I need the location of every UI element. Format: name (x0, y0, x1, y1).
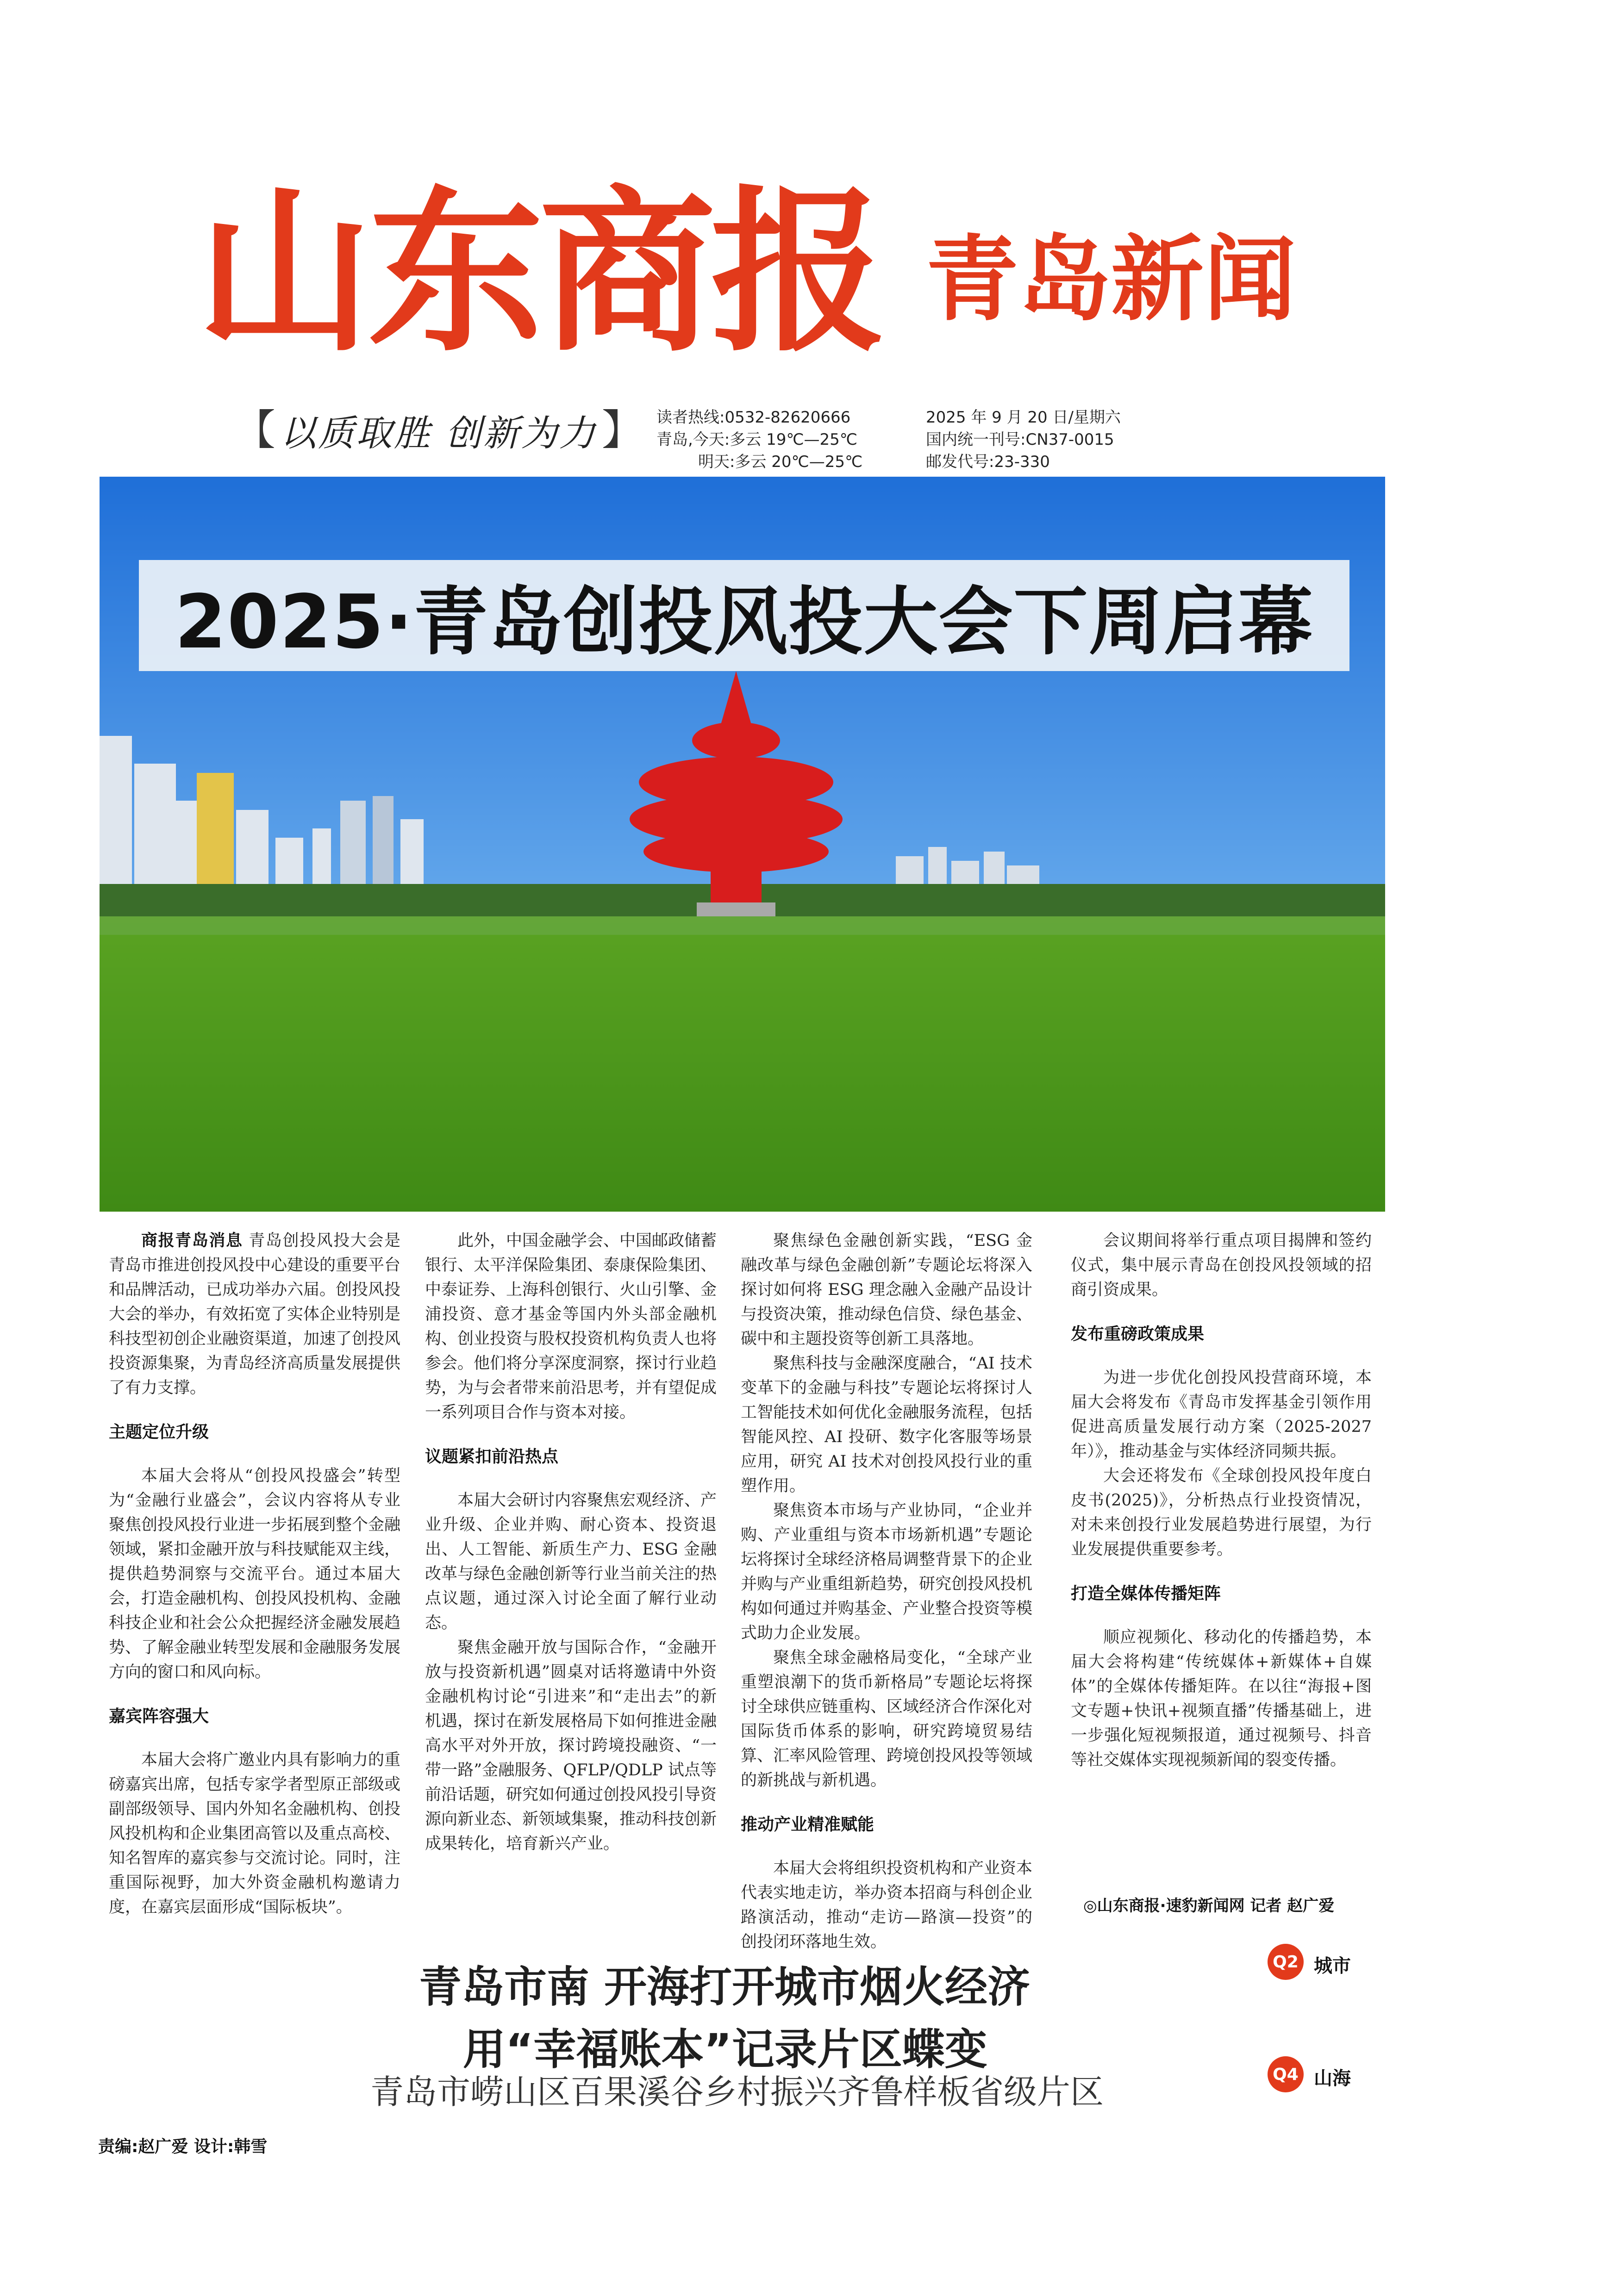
paragraph: 商报青岛消息 青岛创投风投大会是青岛市推进创投风投中心建设的重要平台和品牌活动，已成功举办六届。创投风投大会的举办，有效拓宽了实体企业特别是科技型初创企业融资渠道，加速了创投风投资源集聚，为青岛经济高质量发展提供了有力支撑。 (109, 1232, 401, 1397)
issue-date: 2025 年 9 月 20 日/星期六 (926, 408, 1121, 427)
paragraph: 本届大会将从“创投风投盛会”转型为“金融行业盛会”，会议内容将从专业聚焦创投风投行业进一步拓展到整个金融领域，紧扣金融开放与科技赋能双主线，提供趋势洞察与交流平台。通过本届大会，打造金融机构、创投风投机构、金融科技企业和社会公众把握经济金融发展趋势、了解金融业转型发展和金融服务发展方向的窗口和风向标。 (109, 1467, 401, 1681)
page-badge-q4-label: 山海 (1314, 2068, 1351, 2089)
paragraph: 本届大会研讨内容聚焦宏观经济、产业升级、企业并购、耐心资本、投资退出、人工智能、新质生产力、ESG 金融改革与绿色金融创新等行业当前关注的热点议题，通过深入讨论全面了解行业动态。 (425, 1491, 717, 1632)
section-heading: 主题定位升级 (109, 1423, 209, 1442)
section-heading: 打造全媒体传播矩阵 (1071, 1584, 1221, 1603)
paragraph: 顺应视频化、移动化的传播趋势，本届大会将构建“传统媒体+新媒体+自媒体”的全媒体传播矩阵。在以往“海报+图文专题+快讯+视频直播”传播基础上，进一步强化短视频报道，通过视频号、抖音等社交媒体实现视频新闻的裂变传播。 (1071, 1628, 1372, 1769)
headline-box (139, 560, 1349, 671)
main-headline: 2025·青岛创投风投大会下周启幕 (175, 579, 1314, 665)
section-heading: 发布重磅政策成果 (1071, 1325, 1205, 1344)
editor-credits: 责编:赵广爱 设计:韩雪 (98, 2137, 268, 2156)
paragraph: 会议期间将举行重点项目揭牌和签约仪式，集中展示青岛在创投风投领域的招商引资成果。 (1071, 1232, 1372, 1299)
paragraph: 聚焦科技与金融深度融合，“AI 技术变革下的金融与科技”专题论坛将探讨人工智能技术如何优化金融服务流程，包括智能风控、AI 投研、数字化客服等场景应用，研究 AI 技术对创投风投行业的重塑作用。 (741, 1354, 1033, 1495)
teaser-headline-3[interactable]: 青岛市崂山区百果溪谷乡村振兴齐鲁样板省级片区 (370, 2072, 1104, 2111)
article-column-3 (741, 1229, 1032, 1954)
paragraph: 聚焦全球金融格局变化，“全球产业重塑浪潮下的货币新格局”专题论坛将探讨全球供应链重构、区域经济合作深化对国际货币体系的影响，研究跨境贸易结算、汇率风险管理、跨境创投风投等领域的新挑战与新机遇。 (741, 1649, 1033, 1790)
weather-tomorrow: 明天:多云 20℃—25℃ (698, 453, 863, 471)
section-heading: 议题紧扣前沿热点 (425, 1447, 559, 1466)
left-bracket-icon: 【 (234, 406, 275, 454)
paragraph: 大会还将发布《全球创投风投年度白皮书(2025)》，分析热点行业投资情况，对未来创投行业发展趋势进行展望，为行业发展提供重要参考。 (1071, 1467, 1372, 1559)
paragraph: 聚焦绿色金融创新实践，“ESG 金融改革与绿色金融创新”专题论坛将深入探讨如何将 ESG 理念融入金融产品设计与投资决策，推动绿色信贷、绿色基金、碳中和主题投资等创新工具落地。 (741, 1232, 1033, 1348)
slogan-text: 以质取胜 创新为力 (280, 413, 597, 454)
article-column-2 (425, 1229, 717, 1856)
masthead-title: 山东商报 (197, 170, 882, 375)
page-badge-q4[interactable]: Q4 (1268, 2056, 1304, 2092)
article-lead: 商报青岛消息 (141, 1232, 243, 1250)
page-badge-q2-label: 城市 (1314, 1955, 1351, 1977)
paragraph: 为进一步优化创投风投营商环境，本届大会将发布《青岛市发挥基金引领作用促进高质量发展行动方案（2025-2027 年）》，推动基金与实体经济同频共振。 (1071, 1369, 1372, 1461)
slogan-strip (234, 407, 641, 454)
article-byline: ◎山东商报·速豹新闻网 记者 赵广爱 (1083, 1897, 1335, 1915)
paragraph: 本届大会将广邀业内具有影响力的重磅嘉宾出席，包括专家学者型原正部级或副部级领导、国内外知名金融机构、创投风投机构和企业集团高管以及重点高校、知名智库的嘉宾参与交流讨论。同时，注重国际视野，加大外资金融机构邀请力度，在嘉宾层面形成“国际板块”。 (109, 1751, 401, 1916)
weather-today: 青岛,今天:多云 19℃—25℃ (656, 430, 857, 449)
paragraph: 聚焦金融开放与国际合作，“金融开放与投资新机遇”圆桌对话将邀请中外资金融机构讨论“引进来”和“走出去”的新机遇，探讨在新发展格局下如何推进金融高水平对外开放，探讨跨境投融资、“一带一路”金融服务、QFLP/QDLP 试点等前沿话题，研究如何通过创投风投引导资源向新业态、新领域集聚，推动科技创新成果转化，培育新兴产业。 (425, 1638, 717, 1853)
paragraph: 此外，中国金融学会、中国邮政储蓄银行、太平洋保险集团、泰康保险集团、中泰证券、上海科创银行、火山引擎、金浦投资、意才基金等国内外头部金融机构、创业投资与股权投资机构负责人也将参会。他们将分享深度洞察，探讨行业趋势，为与会者带来前沿思考，并有望促成一系列项目合作与资本对接。 (425, 1232, 717, 1422)
postcode: 邮发代号:23-330 (926, 453, 1050, 471)
page-badge-q2[interactable]: Q2 (1268, 1944, 1304, 1980)
right-bracket-icon: 】 (601, 406, 643, 454)
paragraph: 聚焦资本市场与产业协同，“企业并购、产业重组与资本市场新机遇”专题论坛将探讨全球经济格局调整背景下的企业并购与产业重组新趋势，研究创投风投机构如何通过并购基金、产业整合投资等模式助力企业发展。 (741, 1501, 1033, 1643)
info-left (656, 406, 862, 473)
cn-number: 国内统一刊号:CN37-0015 (926, 430, 1114, 449)
paragraph: 本届大会将组织投资机构和产业资本代表实地走访，举办资本招商与科创企业路演活动，推动“走访—路演—投资”的创投闭环落地生效。 (741, 1859, 1033, 1951)
info-right (926, 406, 1121, 473)
article-column-1 (109, 1229, 400, 1920)
teaser-headline-1[interactable]: 青岛市南 开海打开城市烟火经济 (419, 1962, 1031, 2012)
teaser-headline-2[interactable]: 用“幸福账本”记录片区蝶变 (463, 2025, 987, 2074)
article-column-4 (1071, 1229, 1372, 1773)
edition-title: 青岛新闻 (926, 226, 1297, 334)
section-heading: 嘉宾阵容强大 (109, 1707, 209, 1726)
hotline: 读者热线:0532-82620666 (656, 408, 851, 427)
section-heading: 推动产业精准赋能 (741, 1815, 874, 1834)
